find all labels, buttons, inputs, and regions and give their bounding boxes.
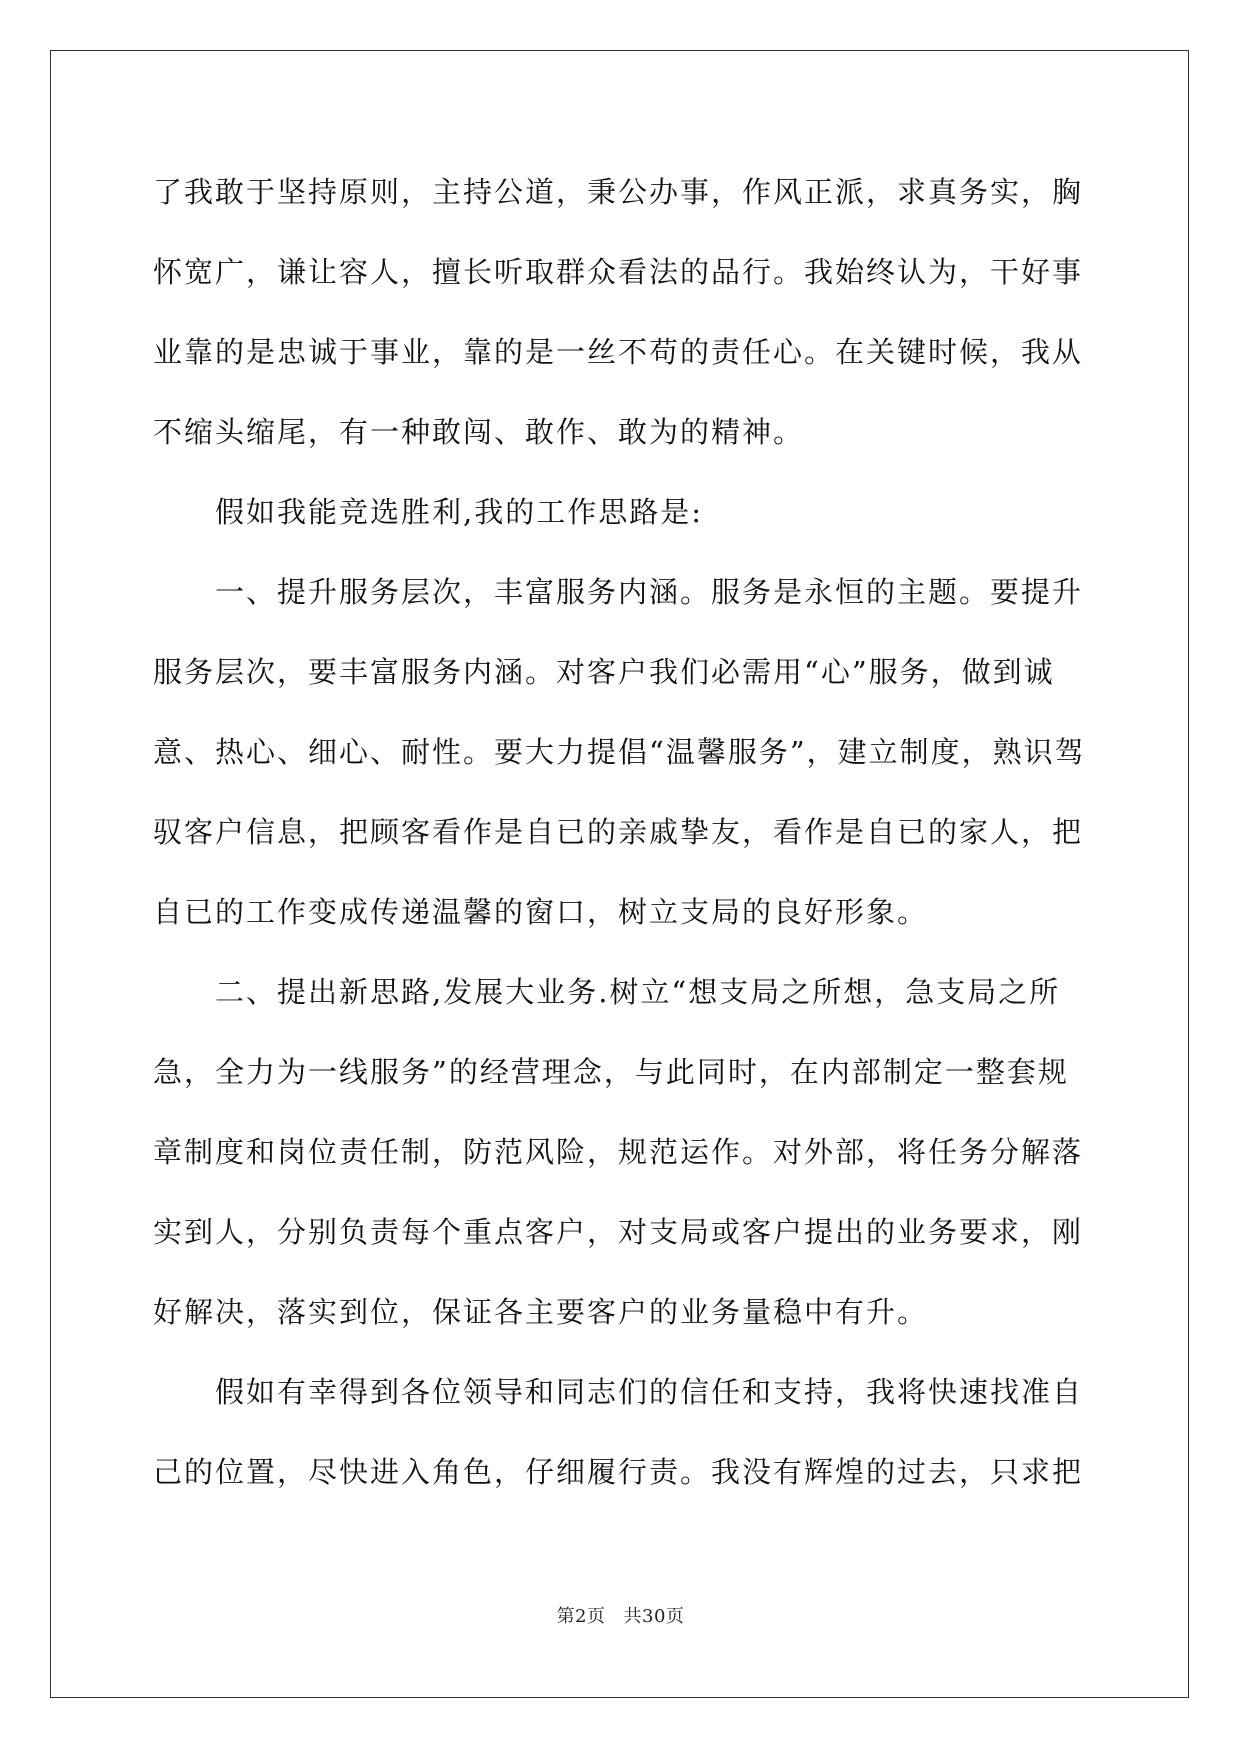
text-line: 己的位置，尽快进入角色，仔细履行责。我没有辉煌的过去，只求把 (153, 1455, 1084, 1489)
page-footer (0, 1602, 1241, 1628)
text-line: 服务层次，要丰富服务内涵。对客户我们必需用“心”服务，做到诚 (153, 655, 1055, 689)
text-line: 假如有幸得到各位领导和同志们的信任和支持，我将快速找准自 (215, 1375, 1084, 1409)
total-pages: 共30页 (623, 1606, 685, 1627)
text-line: 怀宽广，谦让容人，擅长听取群众看法的品行。我始终认为，干好事 (153, 255, 1084, 289)
text-line: 一、提升服务层次，丰富服务内涵。服务是永恒的主题。要提升 (215, 575, 1084, 609)
document-body (153, 162, 1087, 1502)
text-line: 自已的工作变成传递温馨的窗口，树立支局的良好形象。 (153, 895, 929, 929)
page-number: 第2页 (556, 1606, 606, 1627)
text-line: 业靠的是忠诚于事业，靠的是一丝不苟的责任心。在关键时候，我从 (153, 335, 1084, 369)
text-line: 驭客户信息，把顾客看作是自已的亲戚挚友，看作是自已的家人，把 (153, 815, 1084, 849)
text-line: 实到人，分别负责每个重点客户，对支局或客户提出的业务要求，刚 (153, 1215, 1084, 1249)
text-line: 急，全力为一线服务”的经营理念，与此同时，在内部制定一整套规 (153, 1055, 1069, 1089)
text-line: 二、提出新思路,发展大业务.树立“想支局之所想，急支局之所 (215, 975, 1061, 1009)
text-line: 了我敢于坚持原则，主持公道，秉公办事，作风正派，求真务实，胸 (153, 175, 1084, 209)
text-line: 章制度和岗位责任制，防范风险，规范运作。对外部，将任务分解落 (153, 1135, 1084, 1169)
text-line: 意、热心、细心、耐性。要大力提倡“温馨服务”，建立制度，熟识驾 (153, 735, 1086, 769)
text-line: 不缩头缩尾，有一种敢闯、敢作、敢为的精神。 (153, 415, 805, 449)
text-line: 假如我能竞选胜利,我的工作思路是: (215, 495, 703, 529)
text-line: 好解决，落实到位，保证各主要客户的业务量稳中有升。 (153, 1295, 929, 1329)
